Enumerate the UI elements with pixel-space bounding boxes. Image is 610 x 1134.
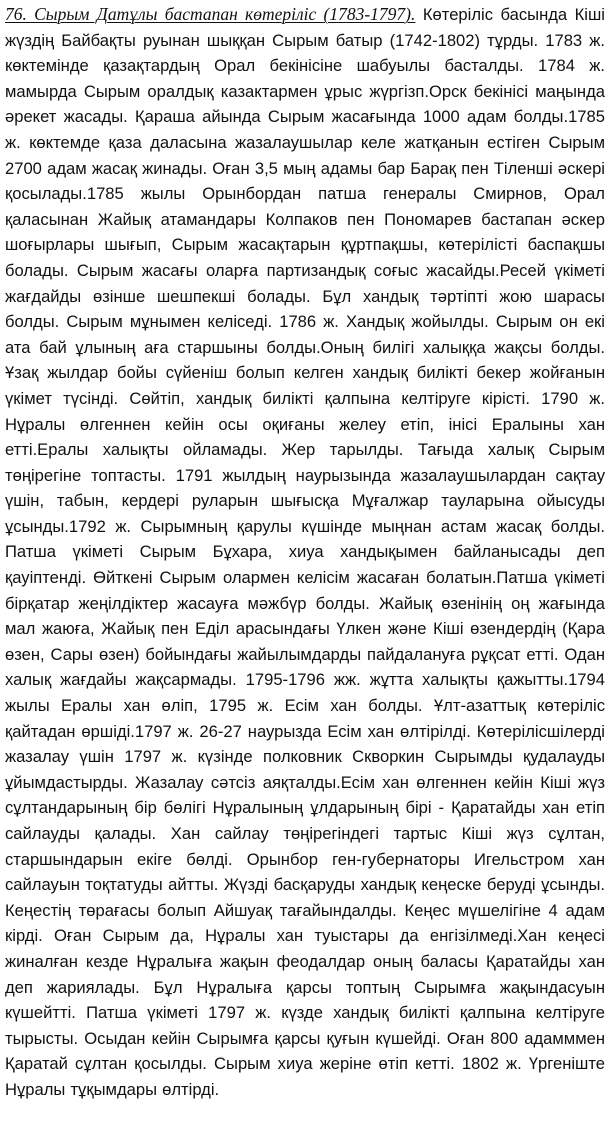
section-body: Көтеріліс басында Кіші жүздің Байбақты руынан шыққан Сырым батыр (1742-1802) тұрды. 1783 ж. көктемінде қазақтардың Орал бекінісіне шабуылы басталды. 1784 ж. мамырда Сырым оралдық казактармен ұрыс жүргізп.Орск бекінісі маңында әрекет жасады. Қараша айында Сырым жасағында 1000 адам болды.1785 ж. көктемде қаза даласына жазалаушылар келе жатқанын естіген Сырым 2700 адам жасақ жинады. Оған 3,5 мың адамы бар Барақ пен Тіленші әскері қосылады.1785 жылы Орынбордан патша генералы Смирнов, Орал қаласынан Жайық атамандары Колпаков пен Пономарев бастапан әскер шоғырлары шығып, Сырым жасақтарын құртпақшы, көтерілісті баспақшы болады. Сырым жасағы оларға партизандық соғыс жасайды.Ресей үкіметі жағдайды өзінше шешпекші болады. Бұл хандық тәртіпті жою шарасы болды. Сырым мұнымен келіседі. 1786 ж. Хандық жойылды. Сырым он екі ата бай ұлының аға старшыны болды.Оның билігі халыққа жақсы болды. Ұзақ жылдар бойы сүйеніш болып келген хандық билікті бекер жойғанын үкімет түсінді. Сөйтіп, хандық билікті қалпына келтіруге кірісті. 1790 ж. Нұралы өлгеннен кейін осы оқиғаны желеу етіп, інісі Ералыны хан етті.Ералы халықты ойламады. Жер тарылды. Тағыда халық Сырым төңірегіне топтасты. 1791 жылдың наурызында жазалаушылардан сақтау үшін, табын, кердері руларын шығысқа Мұғалжар тауларына ойысуды ұсынды.1792 ж. Сырымның қарулы күшінде мыңнан астам жасақ болды. Патша үкіметі Сырым Бұхара, хиуа хандықымен байланысады деп қауіптенді. Өйткені Сырым олармен келісім жасаған болатын.Патша үкіметі бірқатар жеңілдіктер жасауға мәжбүр болды. Жайық өзенінің оң жағында мал жаюға, Жайық пен Еділ арасындағы Үлкен және Кіші өзендердің (Қара өзен, Сары өзен) бойындағы жайылымдарды пайдалануға рұқсат етті. Одан халық жағдайы жақсармады. 1795-1796 жж. жұтта халықты қажытты.1794 жылы Ералы хан өліп, 1795 ж. Есім хан болды. Ұлт-азаттық көтеріліс қайтадан өршіді.1797 ж. 26-27 наурызда Есім хан өлтірілді. Көтерілісшілерді жазалау үшін 1797 ж. күзінде полковник Скворкин Сырымды қудалауды ұйымдастырды. Жазалау сәтсіз аяқталды.Есім хан өлгеннен кейін Кіші жүз сұлтандарының бір бөлігі Нұралының ұлдарының бірі - Қаратайды хан етіп сайлауды қалады. Хан сайлау төңірегіндегі тартыс Кіші жүз сұлтан, старшындарын екіге бөлді. Орынбор ген-губернаторы Игельстром хан сайлауын тоқтатуды айтты. Жүзді басқаруды хандық кеңеске беруді ұсынды. Кеңестің төрағасы болып Айшуақ тағайындалды. Кеңес мүшелігіне 4 адам кірді. Оған Сырым да, Нұралы хан туыстары да енгізілмеді.Хан кеңесі жиналған кезде Нұралыға жақын феодалдар оның баласы Қаратайды хан деп жариялады. Бұл Нұралыға қарсы топтың Сырымға жақындасуын күшейтті. Патша үкіметі 1797 ж. күзде хандық билікті қалпына келтіруге тырысты. Осыдан кейін Сырымға қарсы қуғын күшейді. Оған 800 адамммен Қаратай сұлтан қосылды. Сырым хиуа жеріне өтіп кетті. 1802 ж. Үргеніште Нұралы тұқымдары өлтірді.	[5, 5, 605, 1099]
document-page	[5, 2, 605, 1132]
document-paragraph	[5, 2, 605, 1103]
section-heading: 76. Сырым Датұлы бастапан көтеріліс (1783-1797).	[5, 4, 416, 24]
